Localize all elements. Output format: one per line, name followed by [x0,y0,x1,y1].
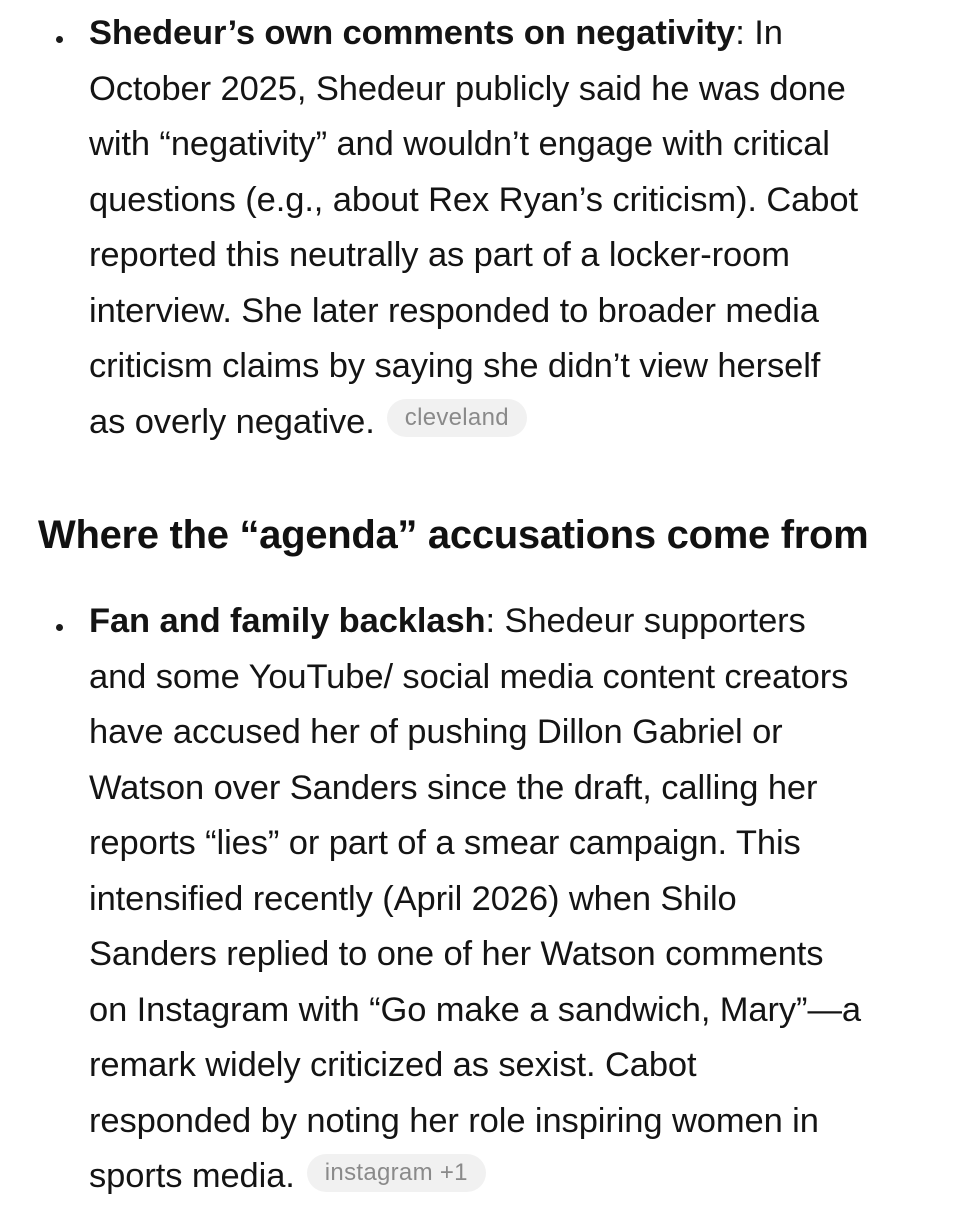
bullet-text [89,594,949,1205]
text-line: responded by noting her role inspiring women in [89,1101,819,1140]
text-line: Watson over Sanders since the draft, calling her [89,768,818,807]
text-line: reports “lies” or part of a smear campaign. This [89,824,801,862]
text-line: interview. She later responded to broader media [89,291,819,330]
source-chip-instagram[interactable]: instagram +1 [307,1154,486,1192]
text-line: criticism claims by saying she didn’t view herself [89,347,821,385]
text-line: on Instagram with “Go make a sandwich, Mary”—a [89,990,861,1029]
bullet-title: Fan and family backlash [89,602,486,640]
text-line: with “negativity” and wouldn’t engage with critical [89,125,830,163]
text-line: October 2025, Shedeur publicly said he was done [89,69,846,108]
text-line: Fan and family backlash: Shedeur supporters [89,602,806,640]
text-line: Shedeur’s own comments on negativity: In [89,14,783,52]
text-line: remark widely criticized as sexist. Cabot [89,1046,697,1084]
text-line: sports media. instagram +1 [89,1149,949,1205]
bullet-dot [56,36,63,43]
text-line: as overly negative. cleveland [89,395,949,451]
bullet-dot [56,624,63,631]
text-line: reported this neutrally as part of a locker-room [89,236,790,274]
text-line: have accused her of pushing Dillon Gabriel or [89,713,783,751]
text-line: intensified recently (April 2026) when Shilo [89,879,737,918]
text-line: and some YouTube/ social media content creators [89,657,849,696]
source-chip-cleveland[interactable]: cleveland [387,399,527,437]
text-line: questions (e.g., about Rex Ryan’s criticism). Cabot [89,180,858,219]
bullet-text [89,6,949,450]
bullet-title: Shedeur’s own comments on negativity [89,14,736,52]
section-heading: Where the “agenda” accusations come from [38,513,869,557]
text-line: Sanders replied to one of her Watson comments [89,935,824,973]
